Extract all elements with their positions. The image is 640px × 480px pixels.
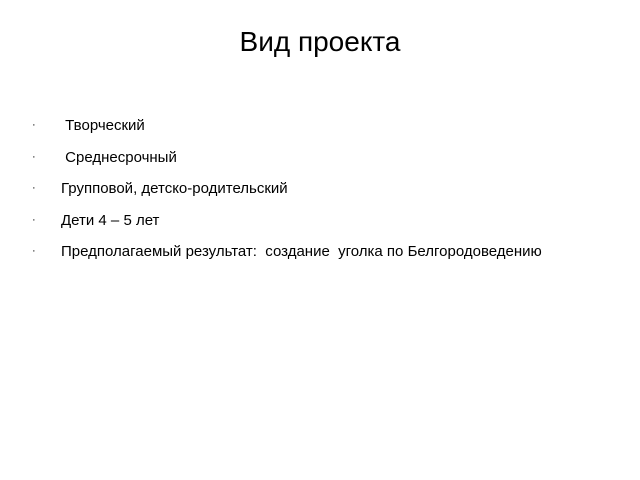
list-item-text: Предполагаемый результат: создание уголка по Белгородоведению — [61, 243, 542, 260]
list-item — [30, 177, 630, 209]
bullet-list — [30, 114, 630, 272]
bullet-icon: · — [32, 182, 36, 194]
list-item-text: Среднесрочный — [61, 148, 177, 166]
bullet-icon: · — [32, 245, 36, 257]
list-item — [30, 114, 630, 146]
bullet-icon: · — [32, 119, 36, 131]
list-item — [30, 209, 630, 241]
list-item-text: Дети 4 – 5 лет — [61, 211, 160, 229]
list-item — [30, 146, 630, 178]
list-item-text: Творческий — [61, 117, 145, 134]
slide-title: Вид проекта — [239, 26, 401, 57]
bullet-icon: · — [32, 150, 36, 163]
list-item — [30, 240, 630, 272]
list-item-text: Групповой, детско-родительский — [61, 180, 288, 197]
bullet-icon: · — [32, 213, 36, 226]
